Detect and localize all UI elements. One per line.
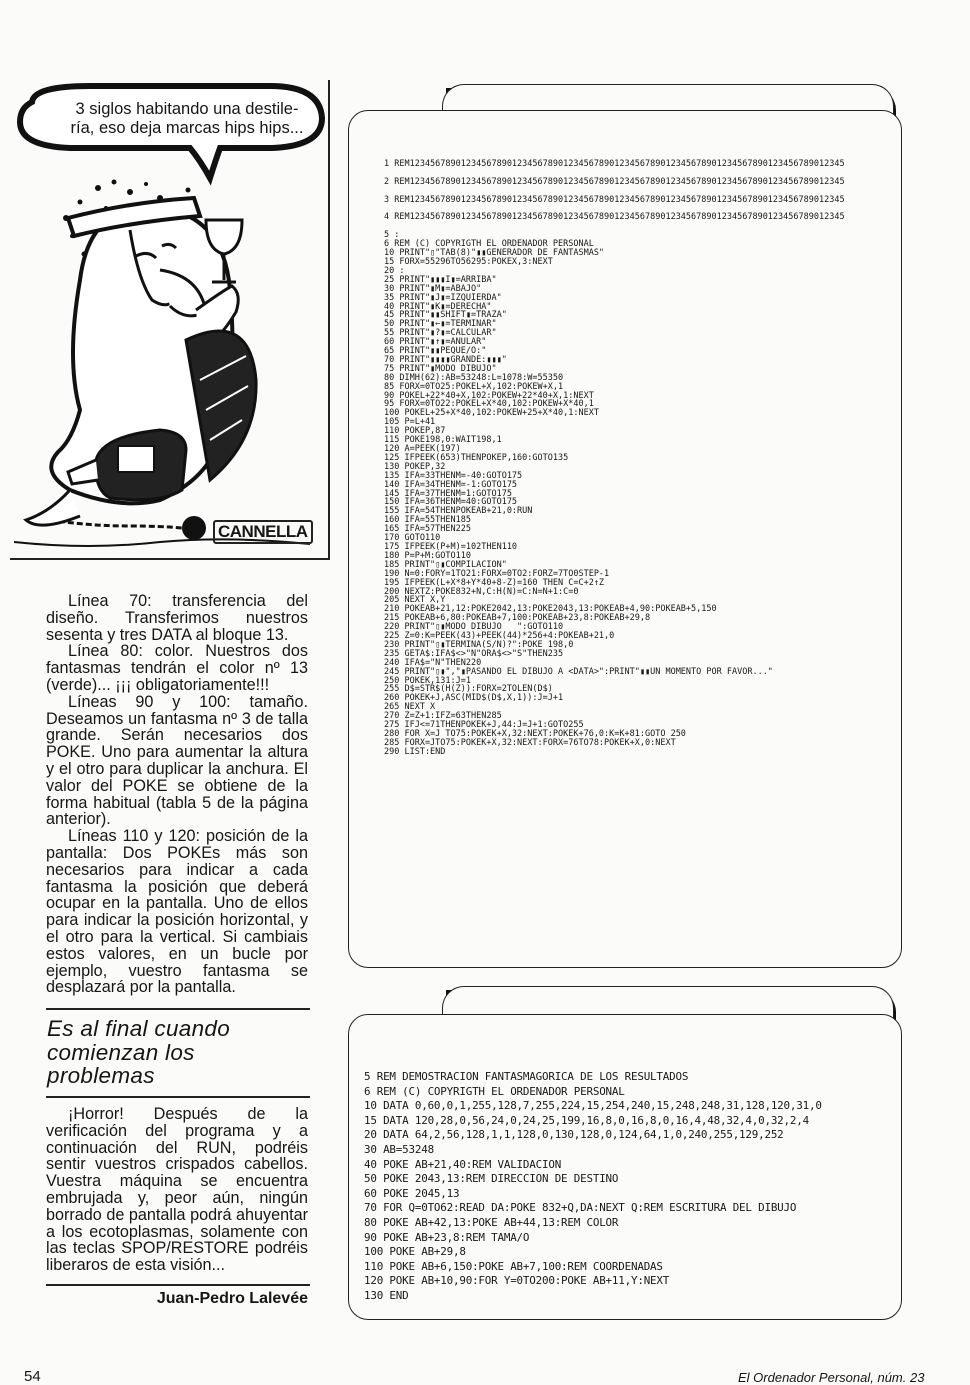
listing1-line: 245 PRINT"▯▮","▮PASANDO EL DIBUJO A <DATA>":PRINT"▮▮UN MOMENTO POR FAVOR..." xyxy=(384,666,773,677)
listing1-line: 85 FORX=0TO25:POKEL+X,102:POKEW+X,1 xyxy=(384,381,564,392)
listing1-line: 110 POKEP,87 xyxy=(384,426,446,437)
listing1-line: 50 PRINT"▮←▮=TERMINAR" xyxy=(384,319,497,330)
listing1-line: 15 FORX=55296TO56295:POKEX,3:NEXT xyxy=(384,256,553,267)
listing1-line: 135 IFA=33THENM=-40:GOTO175 xyxy=(384,470,523,481)
article-paragraph: Línea 80: color. Nuestros dos fantasmas tendrán el color nº 13 (verde)... ¡¡¡ obligatoriamente!!! xyxy=(46,642,308,694)
listing2-line: 60 POKE 2045,13 xyxy=(364,1186,460,1200)
listing1-line: 280 FOR X=J TO75:POKEK+X,32:NEXT:POKEK+76,0:K=K+81:GOTO 250 xyxy=(384,729,686,739)
listing1-line: 45 PRINT"▮▮SHIFT▮=TRAZA" xyxy=(384,310,507,321)
listing1-line: 270 Z=Z+1:IFZ=63THEN285 xyxy=(384,711,502,722)
listing1-line: 225 Z=0:K=PEEK(43)+PEEK(44)*256+4:POKEAB+21,0 xyxy=(384,631,615,642)
listing1-line: 4 REM1234567890123456789012345678901234567890123456789012345678901234567890123456789012345 xyxy=(384,212,845,223)
basic-listing-demo xyxy=(364,1070,822,1304)
article-paragraph: Líneas 90 y 100: tamaño. Deseamos un fantasma nº 3 de talla grande. Serán necesarios dos POKE. Uno para aumentar la altura y el otro para duplicar la anchura. El valor del POKE se obtiene de la forma habitual (tabla 5 de la página anterior). xyxy=(46,692,308,829)
listing1-line: 65 PRINT"▮▮PEQUE/O:" xyxy=(384,346,487,357)
listing1-line: 70 PRINT"▮▮▮▮GRANDE:▮▮▮" xyxy=(384,354,507,365)
listing2-line: 110 POKE AB+6,150:POKE AB+7,100:REM COORDENADAS xyxy=(364,1259,663,1273)
listing1-line: 145 IFA=37THENM=1:GOTO175 xyxy=(384,488,512,499)
listing1-line: 75 PRINT"▮MODO DIBUJO" xyxy=(384,363,497,374)
listing1-line: 100 POKEL+25+X*40,102:POKEW+25+X*40,1:NEXT xyxy=(384,408,599,419)
listing1-line: 6 REM (C) COPYRIGTH EL ORDENADOR PERSONAL xyxy=(384,239,594,250)
listing1-line: 120 A=PEEK(197) xyxy=(384,444,461,454)
article-paragraph: Líneas 110 y 120: posición de la pantalla: Dos POKEs más son necesarios para indicar a cada fantasma la posición que deberá ocupar en la pantalla. Uno de ellos para indicar la posición horizontal, y el otro para la vertical. Si cambiais estos valores, en un bucle por ejemplo, vuestro fantasma se desplazará por la pantalla. xyxy=(46,827,308,997)
listing2-line: 30 AB=53248 xyxy=(364,1142,434,1156)
listing1-line: 180 P=P+M:GOTO110 xyxy=(384,550,471,561)
listing2-line: 5 REM DEMOSTRACION FANTASMAGORICA DE LOS RESULTADOS xyxy=(364,1070,689,1083)
listing2-line: 130 END xyxy=(364,1288,409,1302)
listing1-line: 235 GETA$:IFA$<>"N"ORA$<>"S"THEN235 xyxy=(384,648,564,659)
listing1-line: 60 PRINT"▮↑▮=ANULAR" xyxy=(384,337,487,348)
section-paragraph: ¡Horror! Después de la verificación del programa y a continuación del RUN, podréis sentir vuestros crispados cabellos. Vuestra máquina se encuentra embrujada y, peor aún, ningún borrado de pantalla podrá ahuyentar a los ecotoplasmas, solamente con las teclas SPOP/RESTORE podréis liberaros de esta visión... xyxy=(46,1105,308,1275)
listing1-line: 265 NEXT X xyxy=(384,702,436,713)
listing2-line: 6 REM (C) COPYRIGTH EL ORDENADOR PERSONAL xyxy=(364,1084,625,1098)
listing1-line: 30 PRINT"▮M▮=ABAJO" xyxy=(384,283,482,294)
listing1-line: 290 LIST:END xyxy=(384,746,446,757)
listing1-line: 215 POKEAB+6,80:POKEAB+7,100:POKEAB+23,8:POKEAB+29,8 xyxy=(384,613,651,624)
listing1-line: 5 : xyxy=(384,230,400,241)
listing1-line: 140 IFA=34THENM=-1:GOTO175 xyxy=(384,479,518,490)
drunk-ghost-drawing xyxy=(10,80,328,558)
listing1-line: 185 PRINT"▯▮COMPILACION" xyxy=(384,559,507,570)
basic-listing-generator xyxy=(384,160,845,757)
section-heading: Es al final cuando comienzan los problemas xyxy=(47,1016,231,1088)
listing1-line: 155 IFA=54THENPOKEAB+21,0:RUN xyxy=(384,506,533,517)
listing1-line: 210 POKEAB+21,12:POKE2042,13:POKE2043,13:POKEAB+4,90:POKEAB+5,150 xyxy=(384,604,717,615)
listing1-line: 90 POKEL+22*40+X,102:POKEW+22*40+X,1:NEXT xyxy=(384,390,594,401)
page-number: 54 xyxy=(24,1368,41,1385)
listing1-line: 150 IFA=36THENM=40:GOTO175 xyxy=(384,497,518,508)
section-divider-bottom xyxy=(46,1096,310,1098)
listing1-line: 80 DIMH(62):AB=53248:L=1078:W=55350 xyxy=(384,372,564,383)
listing1-line: 40 PRINT"▮K▮=DERECHA" xyxy=(384,301,492,312)
listing1-line: 115 POKE198,0:WAIT198,1 xyxy=(384,435,502,446)
cartoon-illustration xyxy=(10,80,330,560)
listing1-line: 200 NEXTZ:POKE832+N,C:H(N)=C:N=N+1:C=0 xyxy=(384,586,579,597)
section-body xyxy=(46,1106,308,1274)
listing1-line: 205 NEXT X,Y xyxy=(384,595,446,606)
speech-bubble-text: 3 siglos habitando una destile- ría, eso deja marcas hips hips... xyxy=(70,100,304,137)
author-name: Juan-Pedro Lalevée xyxy=(156,1290,308,1307)
listing1-line: 190 N=0:FORY=1TO21:FORX=0TO2:FORZ=7TO0STEP-1 xyxy=(384,568,610,579)
listing1-line: 220 PRINT"▯▮MODO DIBUJO ":GOTO110 xyxy=(384,622,564,633)
listing2-line: 15 DATA 120,28,0,56,24,0,24,25,199,16,8,0,16,8,0,16,4,48,32,4,0,32,2,4 xyxy=(364,1113,809,1127)
listing1-line: 20 : xyxy=(384,265,405,276)
listing1-line: 125 IFPEEK(653)THENPOKEP,160:GOTO135 xyxy=(384,452,569,463)
listing1-line: 105 P=L+41 xyxy=(384,417,436,428)
listing2-line: 80 POKE AB+42,13:POKE AB+44,13:REM COLOR xyxy=(364,1215,619,1229)
listing1-line: 175 IFPEEK(P+M)=102THEN110 xyxy=(384,541,518,552)
listing2-line: 40 POKE AB+21,40:REM VALIDACION xyxy=(364,1157,562,1171)
listing1-line: 1 REM1234567890123456789012345678901234567890123456789012345678901234567890123456789012345 xyxy=(384,159,845,169)
listing1-line: 165 IFA=57THEN225 xyxy=(384,524,471,535)
listing1-line: 255 D$=STR$(H(Z)):FORX=2TOLEN(D$) xyxy=(384,684,553,695)
listing1-line xyxy=(384,222,845,231)
article-paragraph: Línea 70: transferencia del diseño. Transferimos nuestros sesenta y tres DATA al bloque 13. xyxy=(46,592,308,644)
listing1-line: 250 POKEK,131:J=1 xyxy=(384,675,471,686)
listing1-line: 2 REM1234567890123456789012345678901234567890123456789012345678901234567890123456789012345 xyxy=(384,176,845,187)
listing1-line: 240 IFA$="N"THEN220 xyxy=(384,657,482,668)
listing1-line: 285 FORX=JTO75:POKEK+X,32:NEXT:FORX=76TO78:POKEK+X,0:NEXT xyxy=(384,737,676,748)
listing1-line: 55 PRINT"▮?▮=CALCULAR" xyxy=(384,328,497,339)
listing2-line: 90 POKE AB+23,8:REM TAMA/O xyxy=(364,1230,530,1244)
listing1-line: 25 PRINT"▮▮▮I▮=ARRIBA" xyxy=(384,274,497,285)
listing2-line: 10 DATA 0,60,0,1,255,128,7,255,224,15,254,240,15,248,248,31,128,120,31,0 xyxy=(364,1099,822,1113)
listing1-line: 160 IFA=55THEN185 xyxy=(384,515,471,526)
listing2-line: 50 POKE 2043,13:REM DIRECCION DE DESTINO xyxy=(364,1172,619,1186)
listing1-line: 35 PRINT"▮J▮=IZQUIERDA" xyxy=(384,292,502,303)
listing1-line: 275 IFJ<=71THENPOKEK+J,44:J=J+1:GOTO255 xyxy=(384,720,584,731)
listing1-line: 230 PRINT"▯▮TERMINA(S/N)?":POKE 198,0 xyxy=(384,639,574,650)
listing1-line: 170 GOTO110 xyxy=(384,533,441,544)
article-body xyxy=(46,593,308,996)
listing1-line: 195 IFPEEK(L+X*8+Y*40+8-Z)=160 THEN C=C+2↑Z xyxy=(384,577,605,588)
section-divider-top xyxy=(46,1008,310,1010)
listing2-line: 100 POKE AB+29,8 xyxy=(364,1245,466,1259)
listing1-line: 260 POKEK+J,ASC(MID$(D$,X,1)):J=J+1 xyxy=(384,693,564,704)
listing1-line: 10 PRINT"▯"TAB(8)"▮▮GENERADOR DE FANTASMAS" xyxy=(384,248,605,259)
listing1-line: 3 REM1234567890123456789012345678901234567890123456789012345678901234567890123456789012345 xyxy=(384,194,845,205)
listing1-line: 95 FORX=0TO22:POKEL+X*40,102:POKEW+X*40,1 xyxy=(384,399,594,410)
listing1-line: 130 POKEP,32 xyxy=(384,461,446,472)
listing2-line: 20 DATA 64,2,56,128,1,1,128,0,130,128,0,124,64,1,0,240,255,129,252 xyxy=(364,1128,784,1142)
listing2-line: 120 POKE AB+10,90:FOR Y=0TO200:POKE AB+11,Y:NEXT xyxy=(364,1274,670,1288)
listing2-line: 70 FOR Q=0TO62:READ DA:POKE 832+Q,DA:NEXT Q:REM ESCRITURA DEL DIBUJO xyxy=(364,1201,797,1215)
magazine-footer: El Ordenador Personal, núm. 23 xyxy=(738,1370,925,1385)
artist-signature: CANNELLA xyxy=(213,520,313,544)
author-divider xyxy=(46,1284,310,1286)
